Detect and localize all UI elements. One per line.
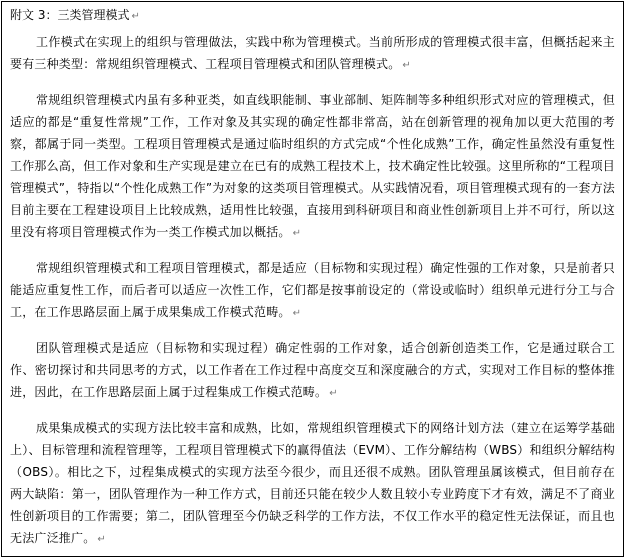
document-title: [10, 6, 615, 26]
paragraph-3: [10, 257, 615, 325]
paragraph-mark-icon: ↵: [97, 534, 106, 545]
paragraph-5-text: 成果集成模式的实现方法比较丰富和成熟，比如，常规组织管理模式下的网络计划方法（建立在运筹学基础上）、目标管理和流程管理等，工程项目管理模式下的赢得值法（EVM）、工作分解结构（WBS）和组织分解结构（OBS）。相比之下，过程集成模式的实现方法至今很少，而且还很不成熟。团队管理虽属该模式，但目前存在两大缺陷：第一，团队管理作为一种工作方式，目前还只能在较少人数且较小专业跨度下才有效，满足不了商业性创新项目的工作需要；第二，团队管理至今仍缺乏科学的工作方法，不仅工作水平的稳定性无法保证，而且也无法广泛推广。: [10, 421, 615, 545]
paragraph-2: [10, 89, 615, 245]
paragraph-mark-icon: ↵: [131, 11, 140, 22]
paragraph-1: [10, 31, 615, 77]
document-title-text: 附文 3：三类管理模式: [10, 8, 130, 22]
paragraph-mark-icon: ↵: [402, 60, 411, 71]
paragraph-mark-icon: ↵: [329, 388, 338, 399]
paragraph-4-text: 团队管理模式是适应（目标物和实现过程）确定性弱的工作对象，适合创新创造类工作，它是通过联合工作、密切探讨和共同思考的方式，以工作者在工作过程中高度交互和深度融合的方式，实现对工作目标的整体推进，因此，在工作思路层面上属于过程集成工作模式范畴。: [10, 341, 615, 399]
document-frame: [1, 1, 624, 557]
paragraph-mark-icon: ↵: [292, 228, 302, 239]
paragraph-mark-icon: ↵: [292, 308, 302, 319]
paragraph-4: [10, 337, 615, 405]
paragraph-2-text: 常规组织管理模式内虽有多种亚类，如直线职能制、事业部制、矩阵制等多种组织形式对应的管理模式，但适应的都是“重复性常规”工作，工作对象及其实现的确定性都非常高，站在创新管理的视角加以更大范围的考察，都属于同一类型。工程项目管理模式是通过临时组织的方式完成“个性化成熟”工作，确定性虽然没有重复性工作那么高，但工作对象和生产实现是建立在已有的成熟工程技术上，技术确定性比较强。这里所称的“工程项目管理模式”，特指以“个性化成熟工作”为对象的这类项目管理模式。从实践情况看，项目管理模式现有的一套方法目前主要在工程建设项目上比较成熟，适用性比较强，直接用到科研项目和商业性创新项目上并不可行，所以这里没有将项目管理模式作为一类工作模式加以概括。: [10, 93, 615, 239]
paragraph-5: [10, 417, 615, 551]
paragraph-1-text: 工作模式在实现上的组织与管理做法，实践中称为管理模式。当前所形成的管理模式很丰富，但概括起来主要有三种类型：常规组织管理模式、工程项目管理模式和团队管理模式。: [10, 35, 615, 71]
paragraph-3-text: 常规组织管理模式和工程项目管理模式，都是适应（目标物和实现过程）确定性强的工作对象，只是前者只能适应重复性工作，而后者可以适应一次性工作，它们都是按事前设定的（常设或临时）组织单元进行分工与合工，在工作思路层面上属于成果集成工作模式范畴。: [10, 261, 615, 319]
